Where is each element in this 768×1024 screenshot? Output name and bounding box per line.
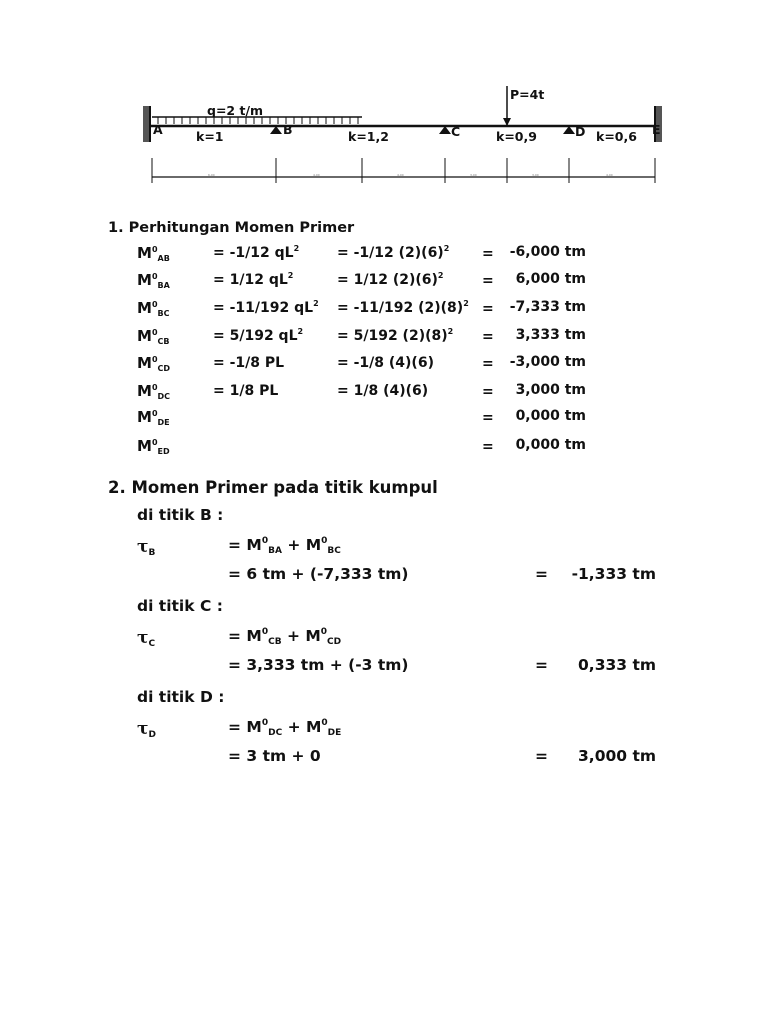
tau-symbol	[137, 719, 156, 740]
tau-letter: τ	[137, 719, 149, 739]
moment-superscript: 0	[151, 245, 158, 254]
tau-subscript: D	[148, 730, 156, 740]
moment-letter: M	[305, 718, 322, 736]
moment-letter: M	[137, 437, 152, 455]
moment-value: -7,333 tm	[509, 299, 586, 315]
tau-letter: τ	[137, 537, 149, 557]
formula-exponent: 2	[293, 244, 300, 253]
dimension-line	[152, 158, 655, 183]
moment-superscript: 0	[151, 328, 158, 337]
moment-value: 3,333 tm	[515, 327, 586, 343]
equals-sign: =	[482, 246, 494, 262]
moment-symbol	[137, 299, 169, 318]
support-label-e: E	[652, 122, 661, 137]
moment-value: -6,000 tm	[509, 244, 586, 260]
moment-letter: M	[246, 627, 262, 645]
stiffness-label-ab: k=1	[196, 129, 224, 144]
moment-symbol	[137, 327, 169, 346]
moment-superscript: 0	[320, 627, 328, 637]
joint-moment-value: 3,000 tm	[578, 747, 656, 765]
moment-superscript: 0	[261, 627, 269, 637]
moment-letter: M	[137, 299, 152, 317]
tau-symbol	[137, 537, 155, 558]
moment-substitution	[337, 327, 453, 344]
moment-superscript: 0	[261, 536, 269, 546]
moment-formula	[213, 299, 319, 316]
moment-subscript: CD	[327, 637, 342, 647]
moment-symbol	[137, 382, 170, 401]
moment-symbol	[137, 244, 170, 263]
substitution-text: = -1/8 (4)(6)	[337, 355, 434, 371]
moment-subscript: ED	[157, 447, 170, 456]
substitution-line: = 3 tm + 0	[228, 747, 321, 765]
substitution-exponent: 2	[437, 271, 444, 280]
moment-value: 0,000 tm	[515, 408, 586, 424]
equals-sign: =	[482, 273, 494, 289]
span-length-2: 4,00	[313, 173, 320, 177]
moment-letter: M	[246, 536, 262, 554]
section-1-title: 1. Perhitungan Momen Primer	[108, 220, 355, 236]
substitution-text: = -1/12 (2)(6)	[337, 245, 444, 261]
substitution-exponent: 2	[443, 244, 450, 253]
tau-symbol	[137, 628, 155, 649]
moment-subscript: CB	[157, 337, 170, 346]
moment-letter: M	[137, 354, 152, 372]
span-length-6: 4,00	[606, 173, 613, 177]
support-label-c: C	[451, 124, 461, 139]
span-length-4: 3,00	[470, 173, 477, 177]
formula-text: = -1/12 qL	[213, 245, 294, 261]
sum-prefix: =	[228, 718, 247, 736]
moment-formula	[213, 271, 293, 288]
plus-sign: +	[282, 718, 306, 736]
stiffness-label-cd: k=0,9	[496, 129, 537, 144]
formula-exponent: 2	[313, 299, 319, 308]
equals-sign: =	[482, 329, 494, 345]
moment-letter: M	[246, 718, 262, 736]
moment-formula	[213, 354, 284, 371]
moment-symbol	[137, 437, 170, 456]
equals-sign: =	[482, 439, 494, 455]
moment-letter: M	[137, 327, 152, 345]
moment-value: 0,000 tm	[515, 437, 586, 453]
moment-letter: M	[137, 382, 152, 400]
tau-letter: τ	[137, 628, 149, 648]
tau-subscript: B	[148, 548, 156, 558]
formula-text: = -11/192 qL	[213, 300, 314, 316]
support-label-b: B	[283, 122, 293, 137]
moment-substitution	[337, 244, 449, 261]
substitution-line: = 3,333 tm + (-3 tm)	[228, 656, 409, 674]
fixed-support-left	[143, 106, 150, 142]
moment-letter: M	[305, 627, 321, 645]
moment-substitution	[337, 271, 443, 288]
plus-sign: +	[281, 627, 306, 645]
moment-symbol	[137, 408, 170, 427]
section-2-title: 2. Momen Primer pada titik kumpul	[108, 478, 438, 497]
node-label: di titik C :	[137, 597, 223, 615]
moment-subscript: DE	[327, 728, 342, 738]
moment-subscript: DC	[268, 728, 283, 738]
moment-letter: M	[305, 536, 322, 554]
plus-sign: +	[281, 536, 306, 554]
moment-formula	[213, 244, 299, 261]
moment-letter: M	[137, 271, 152, 289]
equals-sign: =	[482, 356, 494, 372]
substitution-text: = 1/8 (4)(6)	[337, 383, 429, 399]
distributed-load	[152, 117, 362, 124]
moment-subscript: BA	[268, 546, 282, 556]
moment-superscript: 0	[151, 272, 158, 281]
moment-value: 6,000 tm	[515, 271, 586, 287]
sum-prefix: =	[228, 536, 247, 554]
moment-value: 3,000 tm	[515, 382, 586, 398]
support-label-d: D	[575, 124, 586, 139]
moment-subscript: DC	[157, 392, 171, 401]
moment-subscript: AB	[157, 254, 170, 263]
substitution-exponent: 2	[463, 299, 469, 308]
node-label: di titik D :	[137, 688, 225, 706]
substitution-text: = -11/192 (2)(8)	[337, 300, 464, 316]
substitution-exponent: 2	[447, 327, 454, 336]
stiffness-label-bc: k=1,2	[348, 129, 389, 144]
moment-symbol	[137, 271, 170, 290]
moment-superscript: 0	[151, 409, 158, 418]
moment-superscript: 0	[151, 355, 158, 364]
moment-subscript: BC	[327, 546, 341, 556]
span-length-5: 3,00	[532, 173, 539, 177]
moment-superscript: 0	[151, 383, 158, 392]
point-load-label: P=4t	[510, 87, 545, 102]
joint-moment-value: -1,333 tm	[571, 565, 656, 583]
moment-substitution	[337, 299, 469, 316]
formula-text: = 1/8 PL	[213, 383, 279, 399]
moment-subscript: BC	[157, 309, 170, 318]
moment-subscript: BA	[157, 281, 170, 290]
distributed-load-label: q=2 t/m	[207, 103, 264, 118]
moment-substitution	[337, 354, 434, 371]
moment-subscript: CB	[268, 637, 282, 647]
stiffness-label-de: k=0,6	[596, 129, 637, 144]
equals-sign: =	[535, 565, 548, 583]
moment-formula	[213, 327, 303, 344]
substitution-line: = 6 tm + (-7,333 tm)	[228, 565, 409, 583]
moment-value: -3,000 tm	[509, 354, 586, 370]
moment-substitution	[337, 382, 428, 399]
moment-subscript: CD	[157, 364, 171, 373]
moment-superscript: 0	[321, 718, 328, 728]
substitution-text: = 5/192 (2)(8)	[337, 328, 448, 344]
equals-sign: =	[482, 384, 494, 400]
formula-exponent: 2	[287, 271, 294, 280]
equals-sign: =	[482, 410, 494, 426]
moment-sum	[228, 627, 341, 647]
equals-sign: =	[535, 747, 548, 765]
moment-superscript: 0	[151, 438, 158, 447]
formula-text: = 5/192 qL	[213, 328, 298, 344]
moment-letter: M	[137, 408, 152, 426]
moment-superscript: 0	[261, 718, 269, 728]
moment-letter: M	[137, 244, 152, 262]
tau-subscript: C	[148, 639, 156, 649]
node-label: di titik B :	[137, 506, 224, 524]
moment-sum	[228, 718, 341, 738]
moment-sum	[228, 536, 341, 556]
beam-diagram	[0, 0, 768, 200]
formula-exponent: 2	[297, 327, 304, 336]
span-length-1: 6,00	[208, 173, 215, 177]
sum-prefix: =	[228, 627, 247, 645]
moment-superscript: 0	[321, 536, 328, 546]
moment-formula	[213, 382, 278, 399]
moment-symbol	[137, 354, 170, 373]
support-label-a: A	[153, 122, 163, 137]
equals-sign: =	[535, 656, 548, 674]
substitution-text: = 1/12 (2)(6)	[337, 272, 438, 288]
formula-text: = -1/8 PL	[213, 355, 285, 371]
moment-subscript: DE	[157, 418, 170, 427]
joint-moment-value: 0,333 tm	[578, 656, 656, 674]
moment-superscript: 0	[151, 300, 158, 309]
formula-text: = 1/12 qL	[213, 272, 288, 288]
equals-sign: =	[482, 301, 494, 317]
span-length-3: 4,00	[397, 173, 404, 177]
